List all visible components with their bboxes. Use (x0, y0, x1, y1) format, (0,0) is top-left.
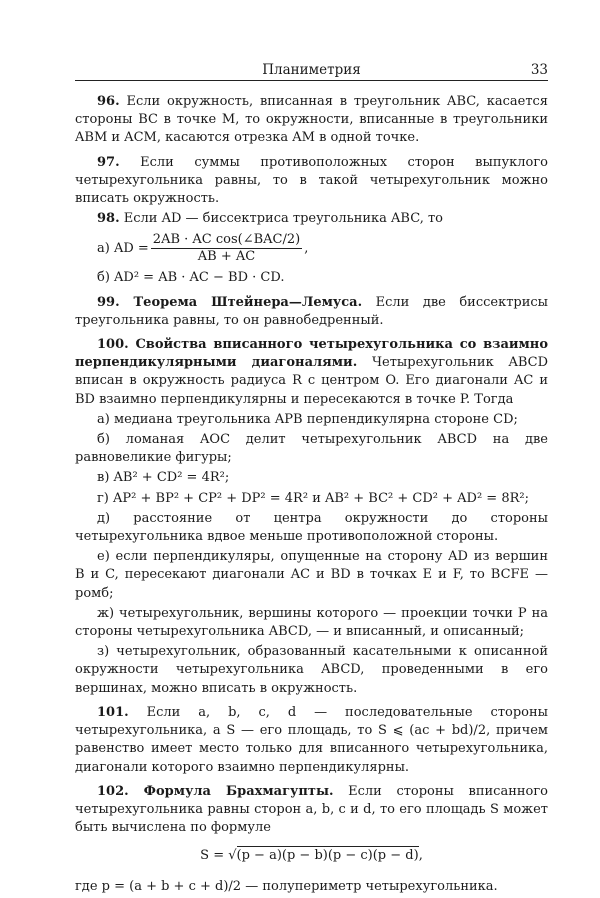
fraction: $\frac{\text{2AB · AC cos(∠BAC/2)}}{AB + AC}$ (152, 232, 301, 265)
running-header (75, 62, 548, 81)
item-100-z: з) четырехугольник, образованный касательными к описанной окружности четырехугольника ABCD, проведенными в его вершинах, можно вписать в окружность. (75, 644, 548, 696)
item-100-b: б) ломаная AOC делит четырехугольник ABCD на две равновеликие фигуры; (75, 432, 548, 466)
item-102-after: где p = (a + b + c + d)/2 — полупериметр четырехугольника. (75, 878, 498, 894)
item-98: 98. Если AD — биссектриса треугольника ABC, то (97, 211, 443, 227)
item-100-v: в) AB² + CD² = 4R²; (97, 470, 230, 486)
formula-98b: б) AD² = AB · AC − BD · CD. (97, 270, 285, 286)
item-96: 96. Если окружность, вписанная в треугольник ABC, касается стороны BC в точке M, то окружности, вписанные в треугольники ABM и ACM, касаются отрезка AM в одной точке. (75, 94, 548, 146)
item-100-a: а) медиана треугольника APB перпендикулярна стороне CD; (97, 411, 518, 427)
formula-98a: а) AD = $\frac{\text{2AB · AC cos(∠BAC/2)}}{AB + AC}$ , (97, 232, 309, 265)
item-97: 97. Если суммы противоположных сторон выпуклого четырехугольника равны, то в такой четырехугольник можно вписать окружность. (75, 154, 548, 207)
item-100-g: г) AP² + BP² + CP² + DP² = 4R² и AB² + BC² + CD² + AD² = 8R²; (97, 490, 529, 506)
item-100: 100. Свойства вписанного четырехугольника со взаимно перпендикулярными диагоналями. Четырехугольник ABCD вписан в окружность радиуса R с центром O. Его диагонали AC и BD взаимно перпендикулярны и пересекаются в точке P. Тогда (75, 337, 548, 407)
item-102: 102. Формула Брахмагупты. Если стороны вписанного четырехугольника равны сторон a, b, c и d, то его площадь S может быть вычислена по формуле (75, 783, 548, 836)
item-101: 101. Если a, b, c, d — последовательные стороны четырехугольника, a S — его площадь, то S ⩽ (ac + bd)/2, причем равенство имеет место только для вписанного четырехугольника, диагонали которого взаимно перпендикулярны. (75, 704, 548, 775)
item-100-zh: ж) четырехугольник, вершины которого — проекции точки P на стороны четырехугольника ABCD, — и вписанный, и описанный; (75, 605, 548, 640)
header-title: Планиметрия (262, 62, 361, 78)
brahmagupta-formula: S = √(p − a)(p − b)(p − c)(p − d), (200, 848, 423, 864)
item-99: 99. Теорема Штейнера—Лемуса. Если две биссектрисы треугольника равны, то он равнобедренный. (75, 294, 549, 328)
page-number: 33 (530, 62, 548, 78)
page-body (75, 93, 548, 898)
item-100-d: д) расстояние от центра окружности до стороны четырехугольника вдвое меньше противоположной стороны. (75, 510, 548, 545)
item-100-e: е) если перпендикуляры, опущенные на сторону AD из вершин B и C, пересекают диагонали AC и BD в точках E и F, то BCFE — ромб; (75, 549, 548, 601)
